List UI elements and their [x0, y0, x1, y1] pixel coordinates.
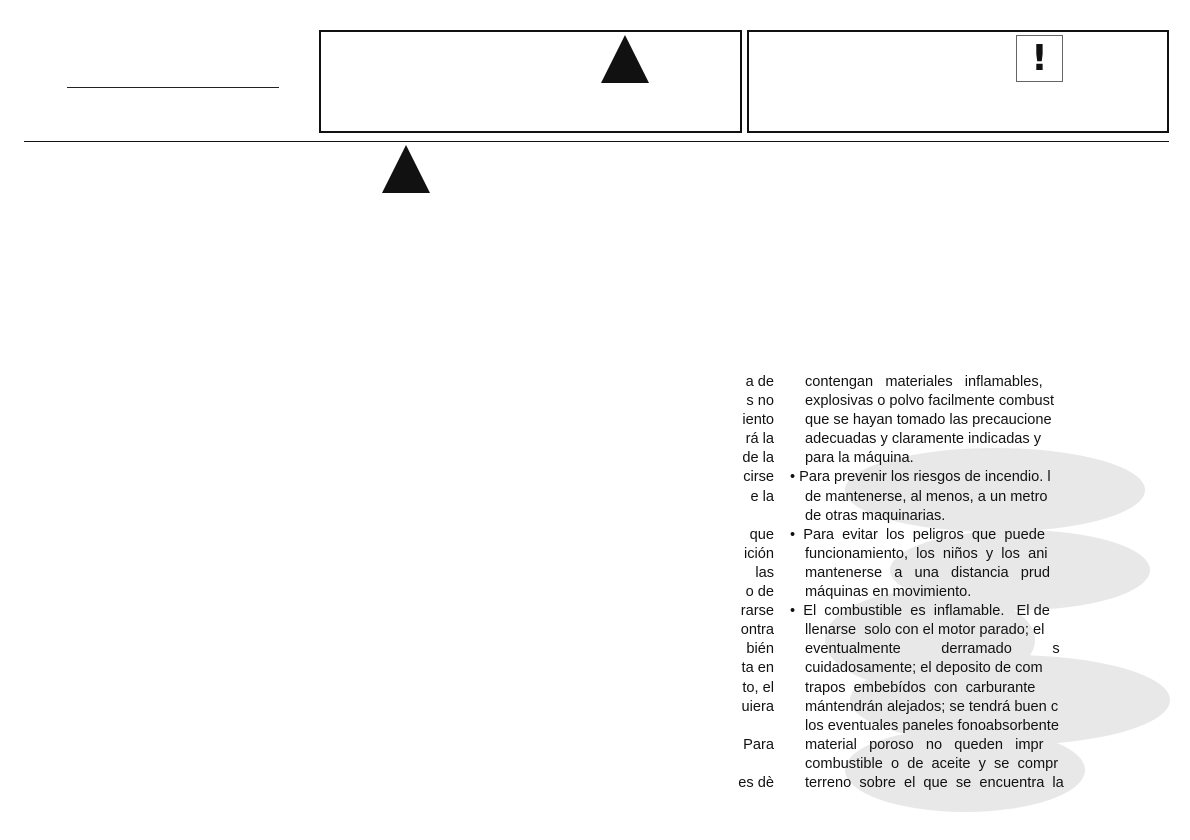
fragment-line: a de: [745, 374, 774, 390]
text-line: contengan materiales inflamables,: [805, 374, 1043, 390]
text-line: de mantenerse, al menos, a un metro: [805, 488, 1048, 505]
fragment-line: de la: [742, 450, 774, 467]
warning-exclamation-mark: !: [593, 40, 609, 78]
section-warning-triangle-icon: [374, 145, 430, 193]
left-column-fragments: [690, 373, 774, 793]
text-line: para la máquina.: [805, 450, 914, 467]
text-line: llenarse solo con el motor parado; el: [805, 622, 1045, 639]
fragment-line: s no: [746, 393, 774, 410]
section-warning-exclamation-mark: !: [374, 150, 390, 188]
fragment-line: que: [749, 526, 774, 543]
signature-line: [67, 87, 279, 88]
text-line: terreno sobre el que se encuentra la: [805, 774, 1064, 791]
text-line: los eventuales paneles fonoabsorbente: [805, 717, 1059, 734]
text-line: material poroso no queden impr: [805, 736, 1044, 753]
fragment-line: [690, 507, 774, 526]
text-line: funcionamiento, los niños y los ani: [805, 545, 1048, 562]
text-line: cuidadosamente; el deposito de com: [805, 660, 1043, 677]
text-line: que se hayan tomado las precaucione: [805, 412, 1052, 429]
text-line: mántendrán alejados; se tendrá buen c: [805, 698, 1059, 715]
notice-box: [747, 30, 1169, 133]
fragment-line: e la: [750, 488, 774, 505]
header-divider: [24, 141, 1169, 142]
text-line: de otras maquinarias.: [805, 507, 946, 524]
fragment-line: ontra: [740, 622, 774, 639]
warning-box: [319, 30, 742, 133]
fragment-line: [690, 755, 774, 774]
fragment-line: rá la: [745, 431, 774, 448]
fragment-line: uiera: [741, 698, 774, 715]
text-line: trapos embebídos con carburante: [805, 679, 1036, 696]
fragment-line: iento: [742, 412, 774, 429]
warning-triangle-icon: [593, 35, 649, 83]
text-line: eventualmente derramado s: [805, 641, 1060, 658]
fragment-line: las: [755, 564, 774, 581]
fragment-line: o de: [745, 584, 774, 601]
notice-exclamation-icon: !: [1016, 35, 1063, 82]
fragment-line: ta en: [741, 660, 774, 677]
fragment-line: es dè: [738, 774, 774, 791]
text-line: mantenerse a una distancia prud: [805, 564, 1050, 581]
text-line: explosivas o polvo facilmente combust: [805, 393, 1055, 410]
text-line: combustible o de aceite y se compr: [805, 755, 1059, 772]
text-line: adecuadas y claramente indicadas y: [805, 431, 1042, 448]
text-line: máquinas en movimiento.: [805, 584, 972, 601]
bullet-line: • Para evitar los peligros que puede: [790, 526, 1045, 543]
fragment-line: Para: [743, 736, 774, 753]
fragment-line: bién: [746, 641, 774, 658]
fragment-line: cirse: [743, 469, 774, 486]
bullet-line: • El combustible es inflamable. El de: [790, 603, 1050, 620]
fragment-line: ición: [743, 545, 774, 562]
fragment-line: [690, 717, 774, 736]
fragment-line: rarse: [740, 603, 774, 620]
fragment-line: to, el: [742, 679, 774, 696]
safety-text-column: [790, 373, 1077, 793]
bullet-line: • Para prevenir los riesgos de incendio. l: [790, 469, 1051, 486]
